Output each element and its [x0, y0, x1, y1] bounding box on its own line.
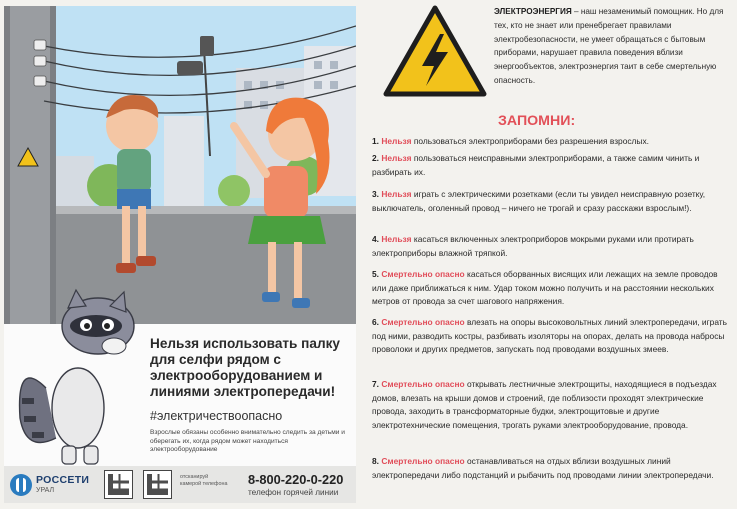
rule-item [372, 152, 734, 179]
rule-number: 1. [372, 136, 379, 146]
rule-text: открывать лестничные электрощиты, находящиеся в подъездах домов, влезать на крыши домов и строений, где поблизости проходят электрические провода, заходить в трансформаторные будки, электрощитовые и другие электротехнические помещения, трогать руками электрооборудование, провода. [372, 379, 717, 430]
hotline-phone[interactable]: 8-800-220-0-220 [248, 472, 344, 487]
rule-keyword: Нельзя [381, 153, 412, 163]
remember-title: ЗАПОМНИ: [498, 113, 576, 129]
rule-text: пользоваться электроприборами без разрешения взрослых. [411, 136, 649, 146]
intro-lead: ЭЛЕКТРОЭНЕРГИЯ [494, 7, 572, 16]
rule-keyword: Смертельно опасно [381, 317, 465, 327]
intro-body: – наш незаменимый помощник. Но для тех, кто не знает или пренебрегает правилами электробезопасности, не умеет обращаться с бытовым приборами, нарушает правила поведения вблизи энергообъектов, электроэнергия таит в себе смертельную опасность. [494, 7, 724, 85]
rule-keyword: Смертельно опасно [381, 456, 465, 466]
rule-text: влезать на опоры высоковольтных линий электропередачи, играть под ними, разводить костры, разбивать изоляторы на опорах, делать на провода набросы проволоки и других предметов, запускать под проводами воздушных змеев. [372, 317, 727, 355]
rule-number: 3. [372, 189, 379, 199]
headline: Нельзя использовать палку для селфи рядом с электрооборудованием и линиями электропередачи! [150, 336, 340, 399]
rule-number: 8. [372, 456, 379, 466]
rule-number: 6. [372, 317, 379, 327]
rule-item [372, 135, 734, 149]
rosseti-logo-icon [10, 474, 32, 496]
rule-text: останавливаться на отдых вблизи воздушных линий электропередачи либо подстанций и рыбачить под проводами линии электропередачи. [372, 456, 714, 480]
rule-number: 4. [372, 234, 379, 244]
rule-keyword: Нельзя [381, 136, 412, 146]
rule-number: 7. [372, 379, 379, 389]
warning-triangle-lightning-icon [382, 4, 488, 98]
brand-name: РОССЕТИ [36, 474, 90, 486]
footer [4, 466, 356, 503]
rule-item [372, 188, 734, 215]
rule-text: касаться включенных электроприборов мокрыми руками или протирать электроприборы влажной тряпкой. [372, 234, 694, 258]
hotline-caption: телефон горячей линии [248, 488, 339, 497]
illustration-scene [4, 6, 356, 324]
intro-text [494, 5, 729, 88]
rosseti-logo [10, 472, 92, 498]
qr-code[interactable] [143, 470, 172, 499]
rule-keyword: Смертельно опасно [381, 269, 465, 279]
rule-keyword: Нельзя [381, 189, 412, 199]
rule-item [372, 378, 734, 432]
rule-keyword: Смертельно опасно [381, 379, 465, 389]
rule-keyword: Нельзя [381, 234, 412, 244]
rule-item [372, 268, 734, 309]
rule-text: касаться оборванных висящих или лежащих на земле проводов или даже приближаться к ним. Удар током можно получить и на расстоянии нескольких метров от провода за счет шагового напряжения. [372, 269, 718, 307]
illustration-panel [4, 6, 356, 503]
adult-note: Взрослые обязаны особенно внимательно следить за детьми и оберегать их, когда рядом может находиться электрооборудование [150, 429, 345, 454]
rule-text: пользоваться неисправными электроприборами, а также самим чинить и разбирать их. [372, 153, 700, 177]
rule-item [372, 316, 734, 357]
brand-sub: УРАЛ [36, 487, 55, 494]
qr-label: отсканируй камерой телефона [180, 474, 228, 487]
hashtag: #электричествоопасно [150, 409, 283, 423]
rule-item [372, 455, 734, 482]
raccoon-mascot [6, 288, 146, 466]
rule-item [372, 233, 734, 260]
kids-selfie-illustration [4, 6, 356, 324]
rule-number: 5. [372, 269, 379, 279]
rule-number: 2. [372, 153, 379, 163]
rule-text: играть с электрическими розетками (если ты увидел неисправную розетку, выключатель, оголенный провод – ничего не трогай и сразу расскажи взрослым!). [372, 189, 706, 213]
qr-code[interactable] [104, 470, 133, 499]
